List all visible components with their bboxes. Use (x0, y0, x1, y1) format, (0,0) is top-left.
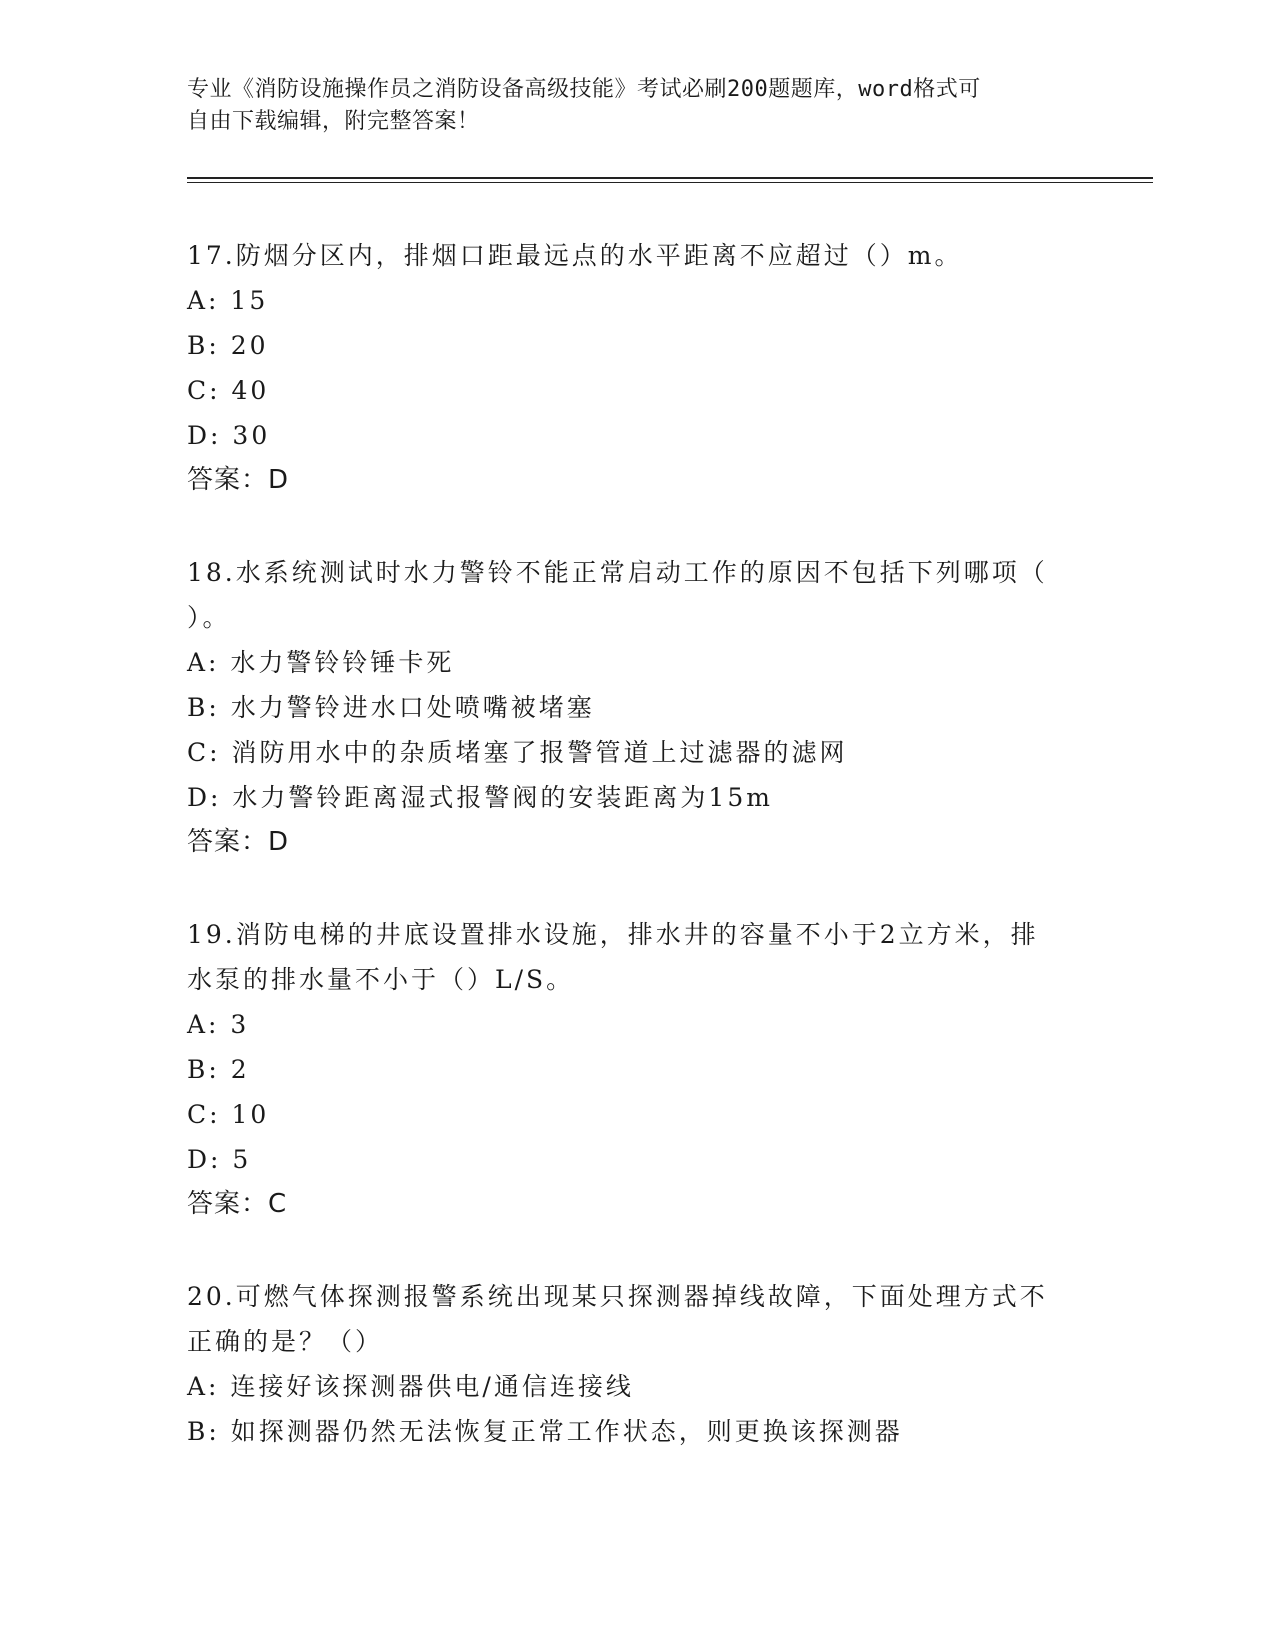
option-c: C: 消防用水中的杂质堵塞了报警管道上过滤器的滤网 (187, 738, 848, 767)
question-20 (187, 1274, 1077, 1454)
option-a: A: 3 (187, 1010, 250, 1039)
question-text-continued: ）。 (187, 603, 231, 632)
header-line-2: 自由下载编辑，附完整答案！ (187, 109, 480, 134)
document-header (187, 74, 1067, 138)
question-list (187, 233, 1077, 1501)
option-d: D: 5 (187, 1145, 252, 1174)
option-a: A: 连接好该探测器供电/通信连接线 (187, 1372, 634, 1401)
option-c: C: 10 (187, 1100, 270, 1129)
answer: 答案：C (187, 1189, 288, 1219)
question-text: 17.防烟分区内，排烟口距最远点的水平距离不应超过（）m。 (187, 241, 963, 270)
question-text: 20.可燃气体探测报警系统出现某只探测器掉线故障，下面处理方式不 (187, 1282, 1048, 1311)
header-line-1: 专业《消防设施操作员之消防设备高级技能》考试必刷200题题库，word格式可 (187, 77, 981, 102)
option-d: D: 30 (187, 421, 271, 450)
question-18 (187, 550, 1077, 865)
option-a: A: 15 (187, 286, 269, 315)
option-b: B: 如探测器仍然无法恢复正常工作状态，则更换该探测器 (187, 1417, 903, 1446)
question-text: 18.水系统测试时水力警铃不能正常启动工作的原因不包括下列哪项（ (187, 558, 1048, 587)
header-divider-bottom (187, 182, 1153, 183)
option-b: B: 20 (187, 331, 269, 360)
answer: 答案：D (187, 827, 290, 857)
option-d: D: 水力警铃距离湿式报警阀的安装距离为15m (187, 783, 773, 812)
header-divider-top (187, 177, 1153, 179)
option-b: B: 水力警铃进水口处喷嘴被堵塞 (187, 693, 595, 722)
question-19 (187, 912, 1077, 1227)
question-17 (187, 233, 1077, 503)
option-a: A: 水力警铃铃锤卡死 (187, 648, 455, 677)
option-b: B: 2 (187, 1055, 250, 1084)
answer: 答案：D (187, 465, 290, 495)
question-text-continued: 正确的是？（） (187, 1327, 384, 1356)
question-text-continued: 水泵的排水量不小于（）L/S。 (187, 965, 575, 994)
question-text: 19.消防电梯的井底设置排水设施，排水井的容量不小于2立方米，排 (187, 920, 1039, 949)
option-c: C: 40 (187, 376, 270, 405)
